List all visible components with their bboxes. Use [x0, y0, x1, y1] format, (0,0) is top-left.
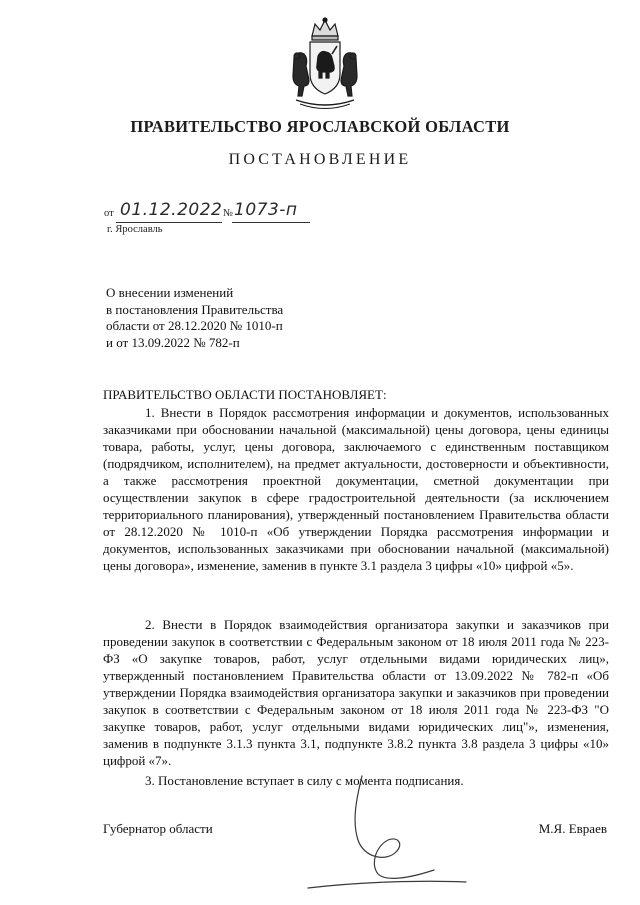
from-label: от — [104, 208, 114, 219]
document-date: 01.12.2022 — [120, 200, 223, 220]
date-underline — [116, 222, 222, 223]
city-label: г. Ярославль — [107, 224, 163, 235]
paragraph-1: 1. Внести в Порядок рассмотрения информации и документов, использованных заказчиками при обосновании начальной (максимальной) цены договора, цены единицы товара, работы, услуг, цены договора, заключаемого с единственным поставщиком (подрядчиком, исполнителем), на предмет актуальности, достоверности и объективности, а также рассмотрения проектной документации, сметной документации при осуществлении закупок в сфере градостроительной деятельности (за исключением территориального планирования), утвержденный постановлением Правительства области от 28.12.2020 № 1010-п «Об утверждении Порядка рассмотрения информации и документов, использованных заказчиками при обосновании начальной (максимальной) цены договора», изменение, заменив в пункте 3.1 раздела 3 цифры «10» цифрой «5». — [103, 405, 609, 573]
subject-line: О внесении изменений — [106, 285, 234, 300]
document-type: ПОСТАНОВЛЕНИЕ — [228, 151, 412, 168]
paragraph-2: 2. Внести в Порядок взаимодействия организатора закупки и заказчиков при проведении закупок в соответствии с Федеральным законом от 18 июля 2011 года № 223-ФЗ «О закупке товаров, работ, услуг отдельными видами юридических лиц», утвержденный постановлением Правительства области от 13.09.2022 № 782-п «Об утверждении Порядка взаимодействия организатора закупки и заказчиков при проведении закупок в соответствии с Федеральным законом от 18 июля 2011 года № 223-ФЗ "О закупке товаров, работ, услуг отдельными видами юридических лиц"», изменения, заменив в подпункте 3.1.3 пункта 3.1, подпункте 3.8.2 пункта 3.8 раздела 3 цифры «10» цифрой «7». — [103, 617, 609, 768]
coat-of-arms-icon — [282, 16, 368, 114]
number-underline — [232, 222, 310, 223]
handwritten-signature — [300, 770, 470, 900]
subject-line: и от 13.09.2022 № 782-п — [106, 334, 240, 350]
number-label: № — [223, 208, 234, 219]
document-number: 1073-п — [234, 200, 298, 220]
government-title: ПРАВИТЕЛЬСТВО ЯРОСЛАВСКОЙ ОБЛАСТИ — [130, 117, 510, 136]
decree-heading: ПРАВИТЕЛЬСТВО ОБЛАСТИ ПОСТАНОВЛЯЕТ: — [103, 387, 387, 402]
subject-line: области от 28.12.2020 № 1010-п — [106, 318, 283, 333]
date-number-line — [104, 200, 334, 224]
subject-block — [106, 285, 386, 351]
signatory-name: М.Я. Евраев — [538, 821, 607, 836]
paragraph-3: 3. Постановление вступает в силу с момента подписания. — [145, 773, 464, 788]
subject-line: в постановления Правительства — [106, 301, 284, 317]
signatory-position: Губернатор области — [103, 821, 213, 836]
